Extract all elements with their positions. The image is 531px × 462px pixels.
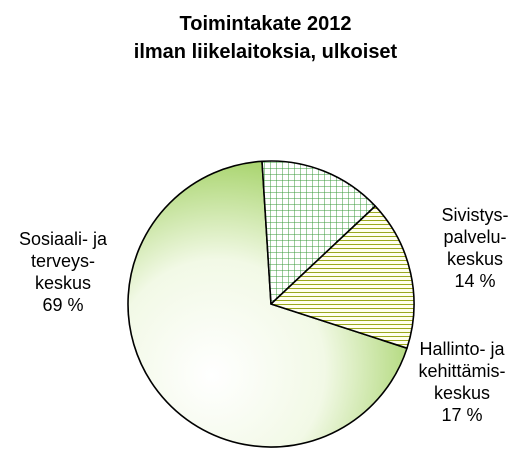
slice-percent-label: 69 % xyxy=(42,295,84,315)
slice-label-sivistys xyxy=(420,204,530,292)
slice-label-line: kehittämis- xyxy=(418,361,506,381)
slice-label-line: palvelu- xyxy=(443,227,507,247)
chart-title-line-1: Toimintakate 2012 xyxy=(179,13,352,35)
slice-label-hallinto xyxy=(398,338,526,426)
slice-label-line: keskus xyxy=(34,273,92,293)
slice-label-line: terveys- xyxy=(30,251,95,271)
slice-label-line: keskus xyxy=(433,383,491,403)
slice-label-line: keskus xyxy=(446,249,504,269)
slice-label-sosiaali xyxy=(2,228,124,316)
slice-label-line: Sosiaali- ja xyxy=(18,229,108,249)
slice-percent-label: 14 % xyxy=(454,271,496,291)
chart-title-line-2: ilman liikelaitoksia, ulkoiset xyxy=(133,41,398,63)
slice-percent-label: 17 % xyxy=(441,405,483,425)
slice-label-line: Hallinto- ja xyxy=(419,339,505,359)
slice-label-line: Sivistys- xyxy=(441,205,509,225)
